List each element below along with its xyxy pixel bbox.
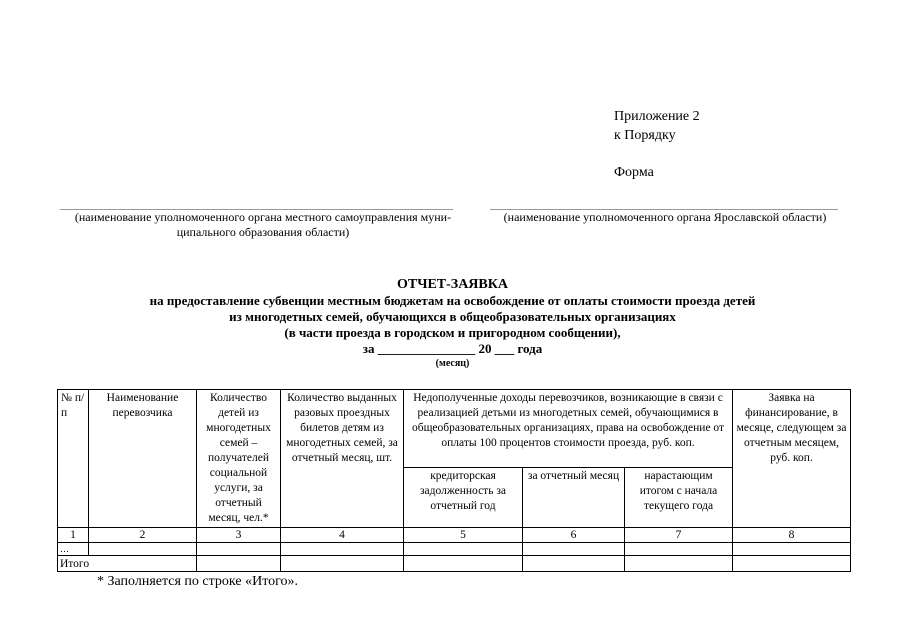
empty-cell (523, 543, 625, 556)
report-period: за _______________ 20 ___ года (362, 341, 543, 356)
column-number: 8 (733, 528, 851, 543)
column-number: 4 (281, 528, 404, 543)
header-funding-request: Заявка на финансирование, в месяце, следующем за отчетным месяцем, руб. коп. (733, 390, 851, 528)
table-header-row (58, 390, 851, 468)
total-row (58, 556, 851, 572)
column-number: 5 (404, 528, 523, 543)
footnote: * Заполняется по строке «Итого». (97, 574, 299, 589)
header-number: № п/п (58, 390, 89, 528)
appendix-number: Приложение 2 (614, 109, 700, 124)
report-title-line-2: из многодетных семей, обучающихся в общеобразовательных организациях (229, 309, 676, 324)
report-title-line-1: на предоставление субвенции местным бюджетам на освобождение от оплаты стоимости проезда детей (149, 293, 756, 308)
empty-cell (281, 543, 404, 556)
column-number: 2 (89, 528, 197, 543)
empty-cell (281, 556, 404, 572)
report-heading: ОТЧЕТ-ЗАЯВКА (396, 277, 509, 292)
empty-cell (404, 543, 523, 556)
empty-cell (523, 556, 625, 572)
header-reporting-month: за отчетный месяц (523, 468, 625, 528)
header-tickets-count: Количество выданных разовых проездных билетов детям из многодетных семей, за отчетный месяц, шт. (281, 390, 404, 528)
empty-cell (733, 543, 851, 556)
empty-cell (733, 556, 851, 572)
form-label: Форма (614, 165, 654, 180)
ellipsis-cell: … (58, 543, 89, 556)
report-title-block (0, 276, 905, 370)
column-number: 7 (625, 528, 733, 543)
column-number-row (58, 528, 851, 543)
empty-cell (404, 556, 523, 572)
right-signature-caption: (наименование уполномоченного органа Ярославской области) (503, 210, 827, 224)
header-cumulative-total: нарастающим итогом с начала текущего года (625, 468, 733, 528)
appendix-reference: к Порядку (614, 128, 676, 143)
empty-cell (625, 543, 733, 556)
table-row (58, 543, 851, 556)
column-number: 3 (197, 528, 281, 543)
header-accounts-payable: кредиторская задолженность за отчетный год (404, 468, 523, 528)
header-children-count: Количество детей из многодетных семей – получателей социальной услуги, за отчетный месяц, чел.* (197, 390, 281, 528)
report-title-line-3: (в части проезда в городском и пригородном сообщении), (284, 325, 621, 340)
month-caption: (месяц) (435, 358, 470, 369)
left-signature-caption: (наименование уполномоченного органа местного самоуправления муни-ципального образования области) (74, 210, 452, 239)
column-number: 1 (58, 528, 89, 543)
empty-cell (197, 543, 281, 556)
empty-cell (625, 556, 733, 572)
empty-cell (197, 556, 281, 572)
header-carrier-name: Наименование перевозчика (89, 390, 197, 528)
total-label: Итого (58, 556, 197, 572)
column-number: 6 (523, 528, 625, 543)
header-lost-income-group: Недополученные доходы перевозчиков, возникающие в связи с реализацией детьми из многодетных семей, обучающимися в общеобразовательных организациях, права на освобождение от оплаты 100 процентов стоимости проезда, руб. коп. (404, 390, 733, 468)
report-table (57, 389, 851, 572)
appendix-block (614, 107, 700, 182)
empty-cell (89, 543, 197, 556)
